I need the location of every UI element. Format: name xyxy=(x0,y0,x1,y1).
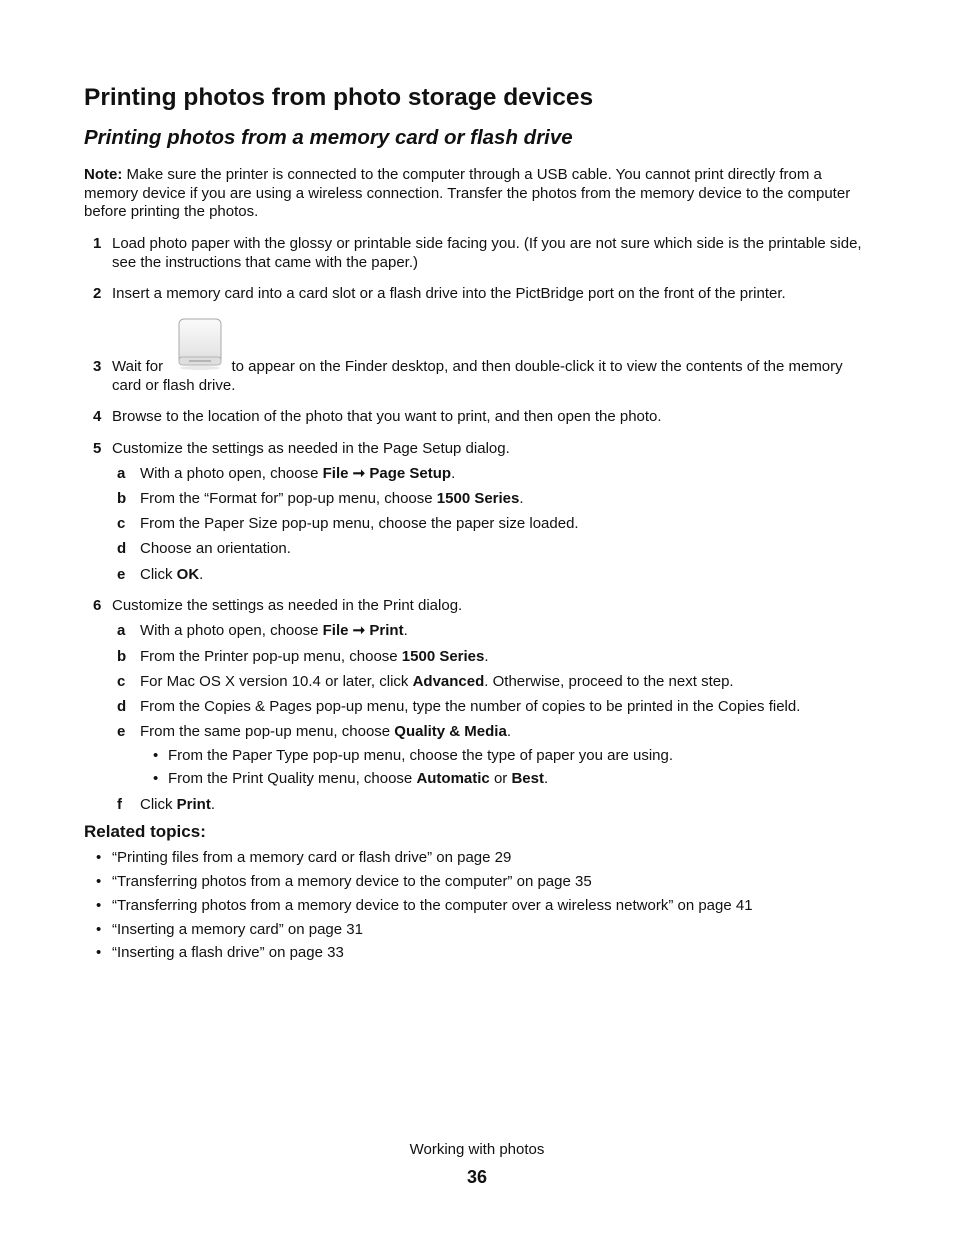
bullet-icon: • xyxy=(96,897,102,914)
substep-text: With a photo open, choose File ➞ Print. xyxy=(140,622,408,639)
related-topic-text[interactable]: “Transferring photos from a memory device to the computer” on page 35 xyxy=(112,873,592,890)
bullet-icon: • xyxy=(153,747,159,764)
substep-5b xyxy=(84,490,874,509)
bullet-icon: • xyxy=(96,921,102,938)
step-text-before: Wait for xyxy=(112,358,168,375)
bullet-icon: • xyxy=(96,873,102,890)
related-topic-text[interactable]: “Inserting a memory card” on page 31 xyxy=(112,921,363,938)
substep-5d xyxy=(84,540,874,559)
bullet-icon: • xyxy=(153,770,159,787)
substep-6c xyxy=(84,673,874,692)
bullet-text: From the Paper Type pop-up menu, choose the type of paper you are using. xyxy=(168,747,674,764)
substep-5a xyxy=(84,465,874,484)
step-text: Customize the settings as needed in the Page Setup dialog. xyxy=(112,440,510,457)
substep-letter: d xyxy=(117,698,127,715)
substep-letter: e xyxy=(117,566,126,583)
substep-letter: a xyxy=(117,465,126,482)
step-text: Customize the settings as needed in the Print dialog. xyxy=(112,597,463,614)
substep-letter: e xyxy=(117,723,126,740)
step-number: 3 xyxy=(93,358,102,375)
substep-6e-bullet-2 xyxy=(84,770,874,789)
note-label: Note: xyxy=(84,166,123,183)
substep-letter: c xyxy=(117,673,126,690)
related-topic-text[interactable]: “Transferring photos from a memory device to the computer over a wireless network” on page 41 xyxy=(112,897,753,914)
note-paragraph xyxy=(84,166,874,222)
step-number: 1 xyxy=(93,235,102,252)
step-1 xyxy=(84,235,874,272)
substep-text: From the same pop-up menu, choose Quality & Media. xyxy=(140,723,511,740)
step-number: 4 xyxy=(93,408,102,425)
note-text: Make sure the printer is connected to the computer through a USB cable. You cannot print directly from a memory device if you are using a wireless connection. Transfer the photos from the memory device to the computer before printing the photos. xyxy=(84,166,851,220)
step-text: Load photo paper with the glossy or printable side facing you. (If you are not sure which side is the printable side, see the instructions that came with the paper.) xyxy=(112,235,862,271)
substep-6b xyxy=(84,648,874,667)
bullet-text: From the Print Quality menu, choose Automatic or Best. xyxy=(168,770,549,787)
related-topics-heading: Related topics: xyxy=(84,822,206,841)
substep-text: Click Print. xyxy=(140,796,216,813)
substep-6e-bullet-1 xyxy=(84,747,874,766)
step-3 xyxy=(84,358,874,395)
related-topic-text[interactable]: “Inserting a flash drive” on page 33 xyxy=(112,944,344,961)
step-6 xyxy=(84,597,874,616)
substep-letter: c xyxy=(117,515,126,532)
substep-6a xyxy=(84,622,874,641)
step-text-after: to appear on the Finder desktop, and then double-click it to view the contents of the memory card or flash drive. xyxy=(112,358,843,394)
step-text: Browse to the location of the photo that you want to print, and then open the photo. xyxy=(112,408,662,425)
step-text: Insert a memory card into a card slot or a flash drive into the PictBridge port on the front of the printer. xyxy=(112,285,786,302)
substep-letter: a xyxy=(117,622,126,639)
substep-text: From the Copies & Pages pop-up menu, type the number of copies to be printed in the Copies field. xyxy=(140,698,801,715)
page-number: 36 xyxy=(466,1167,488,1187)
substep-letter: b xyxy=(117,490,127,507)
bullet-icon: • xyxy=(96,944,102,961)
substep-text: From the “Format for” pop-up menu, choose 1500 Series. xyxy=(140,490,524,507)
substep-text: For Mac OS X version 10.4 or later, click Advanced. Otherwise, proceed to the next step. xyxy=(140,673,734,690)
bullet-icon: • xyxy=(96,849,102,866)
section-subtitle: Printing photos from a memory card or flash drive xyxy=(84,126,573,149)
related-topic-link[interactable] xyxy=(84,849,874,868)
related-topic-link[interactable] xyxy=(84,873,874,892)
substep-6f xyxy=(84,796,874,815)
substep-6d xyxy=(84,698,874,717)
step-number: 6 xyxy=(93,597,102,614)
substep-5c xyxy=(84,515,874,534)
page-title: Printing photos from photo storage devices xyxy=(84,84,594,111)
related-topic-link[interactable] xyxy=(84,921,874,940)
substep-text: From the Printer pop-up menu, choose 1500 Series. xyxy=(140,648,489,665)
substep-text: Choose an orientation. xyxy=(140,540,291,557)
external-drive-icon xyxy=(173,317,227,371)
substep-letter: b xyxy=(117,648,127,665)
substep-letter: d xyxy=(117,540,127,557)
substep-text: With a photo open, choose File ➞ Page Setup. xyxy=(140,465,456,482)
related-topic-text[interactable]: “Printing files from a memory card or flash drive” on page 29 xyxy=(112,849,512,866)
substep-text: From the Paper Size pop-up menu, choose the paper size loaded. xyxy=(140,515,579,532)
substep-6e xyxy=(84,723,874,742)
step-number: 5 xyxy=(93,440,102,457)
step-2 xyxy=(84,285,874,304)
step-4 xyxy=(84,408,874,427)
substep-letter: f xyxy=(117,796,122,813)
step-number: 2 xyxy=(93,285,102,302)
related-topic-link[interactable] xyxy=(84,897,874,916)
step-text xyxy=(112,358,874,395)
substep-text: Click OK. xyxy=(140,566,204,583)
substep-5e xyxy=(84,566,874,585)
footer-section-label: Working with photos xyxy=(409,1141,545,1158)
related-topic-link[interactable] xyxy=(84,944,874,963)
step-5 xyxy=(84,440,874,459)
